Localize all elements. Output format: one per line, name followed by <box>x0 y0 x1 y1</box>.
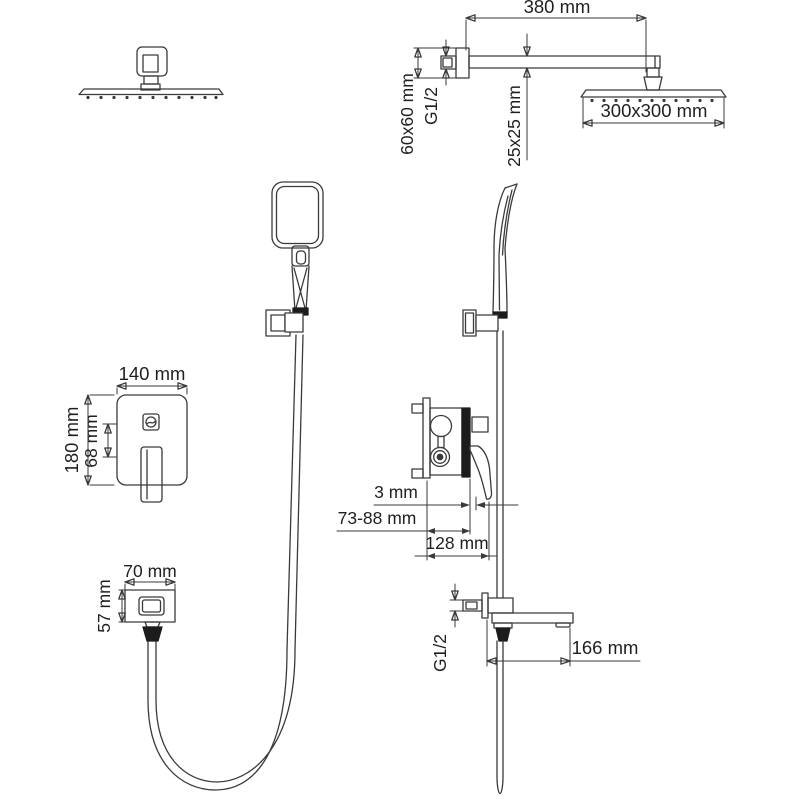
head-size-label: 300x300 mm <box>600 100 708 121</box>
hand-shower-neck <box>292 246 309 266</box>
valve-port-link <box>438 437 444 448</box>
ball-joint-cone <box>644 77 662 90</box>
outlet-plate <box>125 590 175 622</box>
arm-wall-flange <box>456 48 469 78</box>
spout-hose-cone <box>496 628 510 641</box>
arm-length-label: 380 mm <box>523 0 591 17</box>
outlet-width-label: 70 mm <box>123 561 177 581</box>
outlet-connector-face <box>143 600 161 612</box>
arm-section-label: 25x25 mm <box>504 85 524 167</box>
mount-depth-label: 73-88 mm <box>337 508 417 528</box>
shower-nozzles <box>86 96 217 99</box>
spout-wall-plate <box>482 593 488 618</box>
mixer-front-view <box>61 363 187 502</box>
ball-joint-nut <box>647 68 659 77</box>
rain-head-plate <box>581 90 726 97</box>
valve-port-top <box>431 416 452 437</box>
shower-arm-side-view <box>397 0 726 167</box>
mixer-width-label: 140 mm <box>118 363 186 384</box>
hand-shower-handle <box>292 266 309 311</box>
spout-side-view <box>463 593 573 641</box>
valve-mount-tab-top <box>412 404 423 413</box>
mixer-handle <box>141 447 162 502</box>
valve-side-view <box>412 398 492 499</box>
arm-thread-stub-inner <box>443 58 452 67</box>
valve-trim-plate <box>462 408 470 477</box>
bracket-side-clamp <box>476 315 498 331</box>
hand-shower-side-profile <box>493 184 517 312</box>
mixer-lever-side <box>470 446 492 499</box>
bracket-wall-plate-inner <box>271 315 285 331</box>
bracket-clamp <box>285 313 303 332</box>
mixer-offset-label: 68 mm <box>81 414 101 468</box>
spout-thread-inner <box>466 602 477 609</box>
bracket-side-inner <box>466 313 474 333</box>
arm-thread-label: G1/2 <box>421 87 441 125</box>
hose-end-tip <box>497 776 503 794</box>
spout-aerator <box>556 623 570 627</box>
neck-window <box>297 251 306 264</box>
diverter-knob-side <box>472 417 488 432</box>
total-depth-label: 128 mm <box>425 533 489 553</box>
outlet-height-label: 57 mm <box>94 579 114 633</box>
shower-arm <box>469 56 660 68</box>
spout-reach-label: 166 mm <box>571 637 639 658</box>
valve-mount-tab-bottom <box>412 469 423 478</box>
system-side-view <box>337 184 640 794</box>
outlet-thread-label: G1/2 <box>430 634 450 672</box>
mixer-height-label: 180 mm <box>61 406 82 474</box>
spout-hose-collar <box>494 623 512 628</box>
outlet-cone <box>143 627 162 641</box>
hand-shower-head <box>272 182 323 248</box>
overhead-shower-front-view <box>79 47 223 99</box>
mixer-plate <box>117 395 187 485</box>
hand-shower-front-view <box>148 182 323 790</box>
flange-inner-square <box>143 55 158 72</box>
wall-flange-label: 60x60 mm <box>397 73 417 155</box>
hand-shower-face <box>277 187 319 244</box>
spout-block <box>488 598 513 613</box>
valve-mount-rail <box>423 398 430 478</box>
outlet-neck <box>145 622 160 627</box>
trim-gap-label: 3 mm <box>374 482 418 502</box>
diverter-wave-icon <box>148 422 156 424</box>
head-stem <box>144 76 158 84</box>
hose-outlet-front-view <box>94 561 177 641</box>
spout-body <box>492 613 573 623</box>
valve-cartridge-center <box>437 454 444 461</box>
